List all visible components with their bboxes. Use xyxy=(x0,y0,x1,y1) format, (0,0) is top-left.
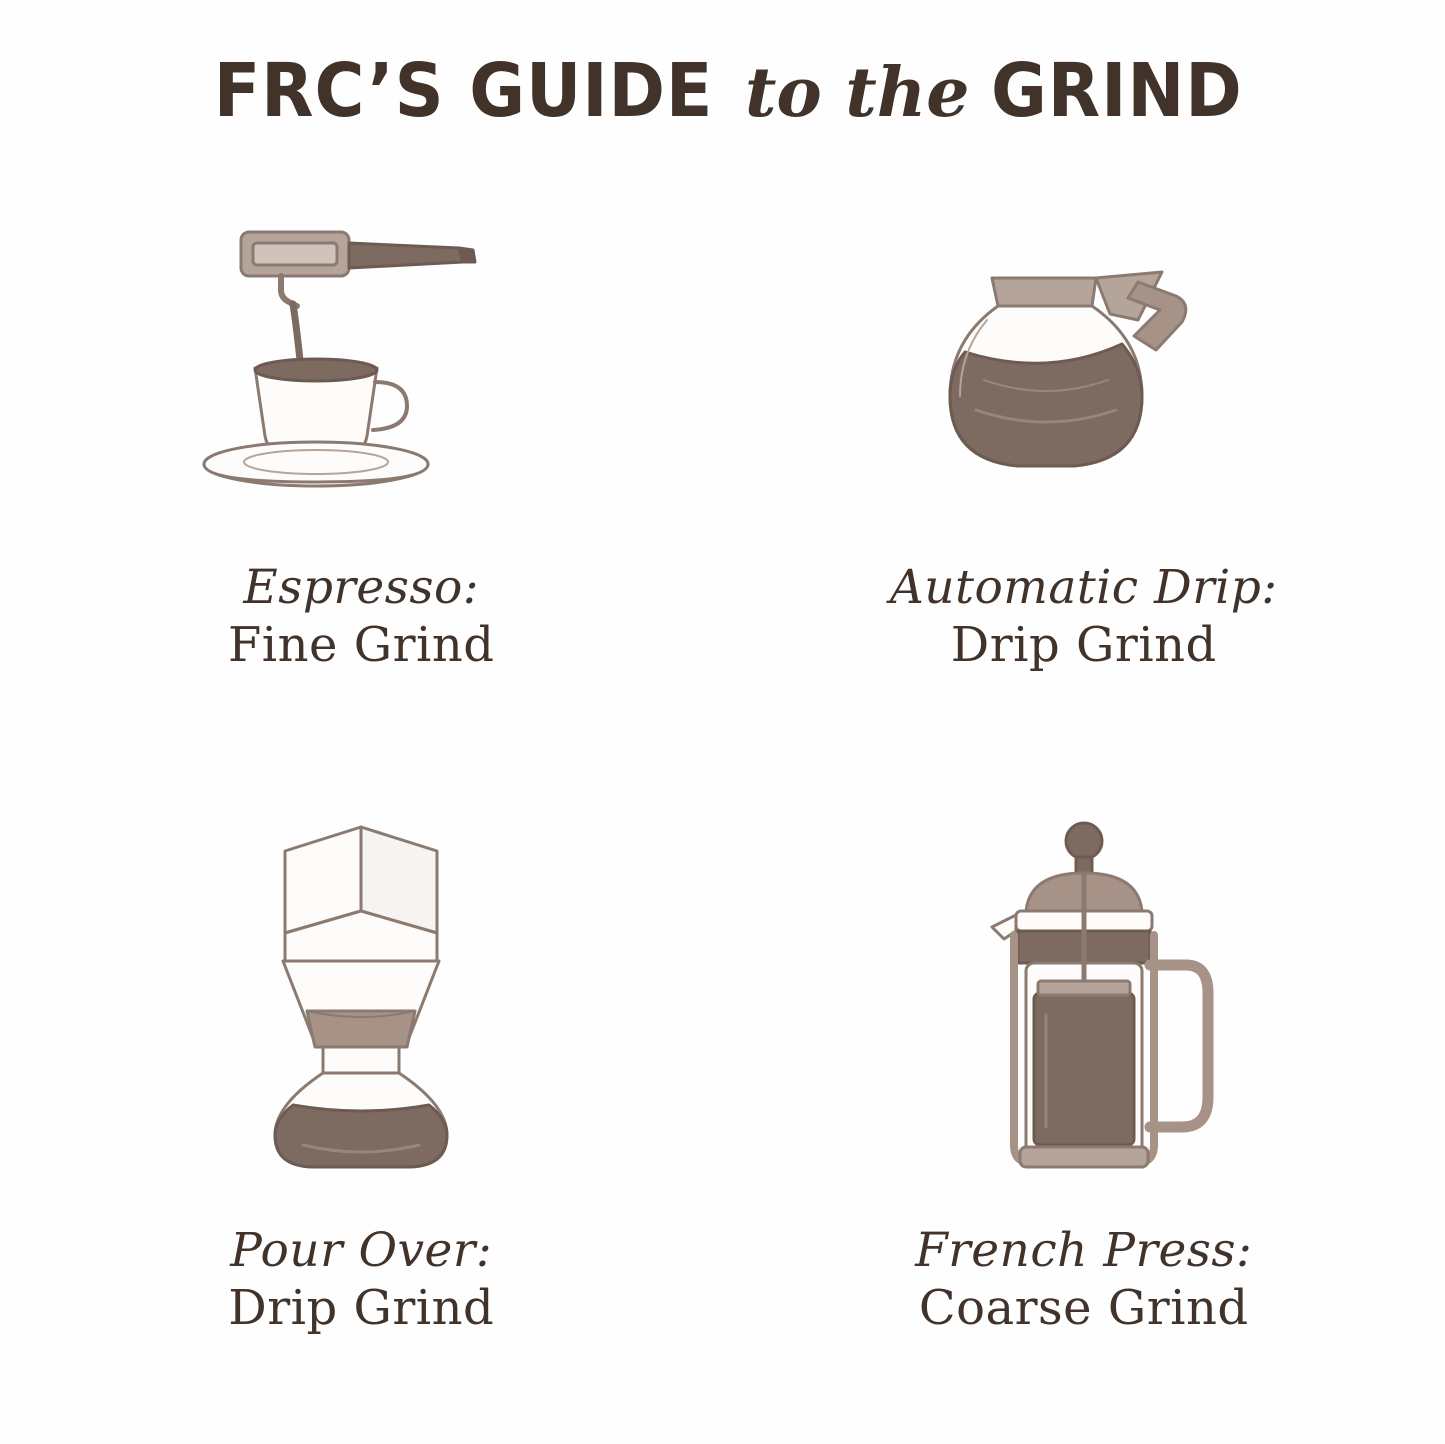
method-label: French Press: xyxy=(915,1223,1253,1278)
french-press-icon xyxy=(934,815,1234,1195)
title-part-two: to the xyxy=(744,53,970,133)
grind-method-grid xyxy=(0,190,1445,1420)
title-part-one: FRC’S GUIDE xyxy=(213,48,714,134)
caption-french-press xyxy=(915,1225,1252,1335)
caption-espresso xyxy=(228,562,495,672)
grind-label: Coarse Grind xyxy=(918,1279,1249,1336)
grind-card-french-press xyxy=(723,805,1445,1420)
grind-label: Drip Grind xyxy=(228,1279,495,1336)
caption-automatic-drip xyxy=(890,562,1278,672)
grind-card-automatic-drip xyxy=(723,190,1445,805)
title-part-three: GRIND xyxy=(990,48,1243,134)
grind-label: Drip Grind xyxy=(950,616,1217,673)
method-label: Automatic Drip: xyxy=(889,560,1278,615)
method-label: Espresso: xyxy=(243,560,480,615)
grind-label: Fine Grind xyxy=(227,616,495,673)
pour-over-chemex-icon xyxy=(211,815,511,1195)
espresso-machine-cup-icon xyxy=(201,200,521,540)
grind-card-espresso xyxy=(0,190,723,805)
method-label: Pour Over: xyxy=(230,1223,493,1278)
grind-card-pour-over xyxy=(0,805,723,1420)
automatic-drip-carafe-icon xyxy=(924,200,1244,540)
caption-pour-over xyxy=(228,1225,494,1335)
page-title xyxy=(0,48,1445,134)
